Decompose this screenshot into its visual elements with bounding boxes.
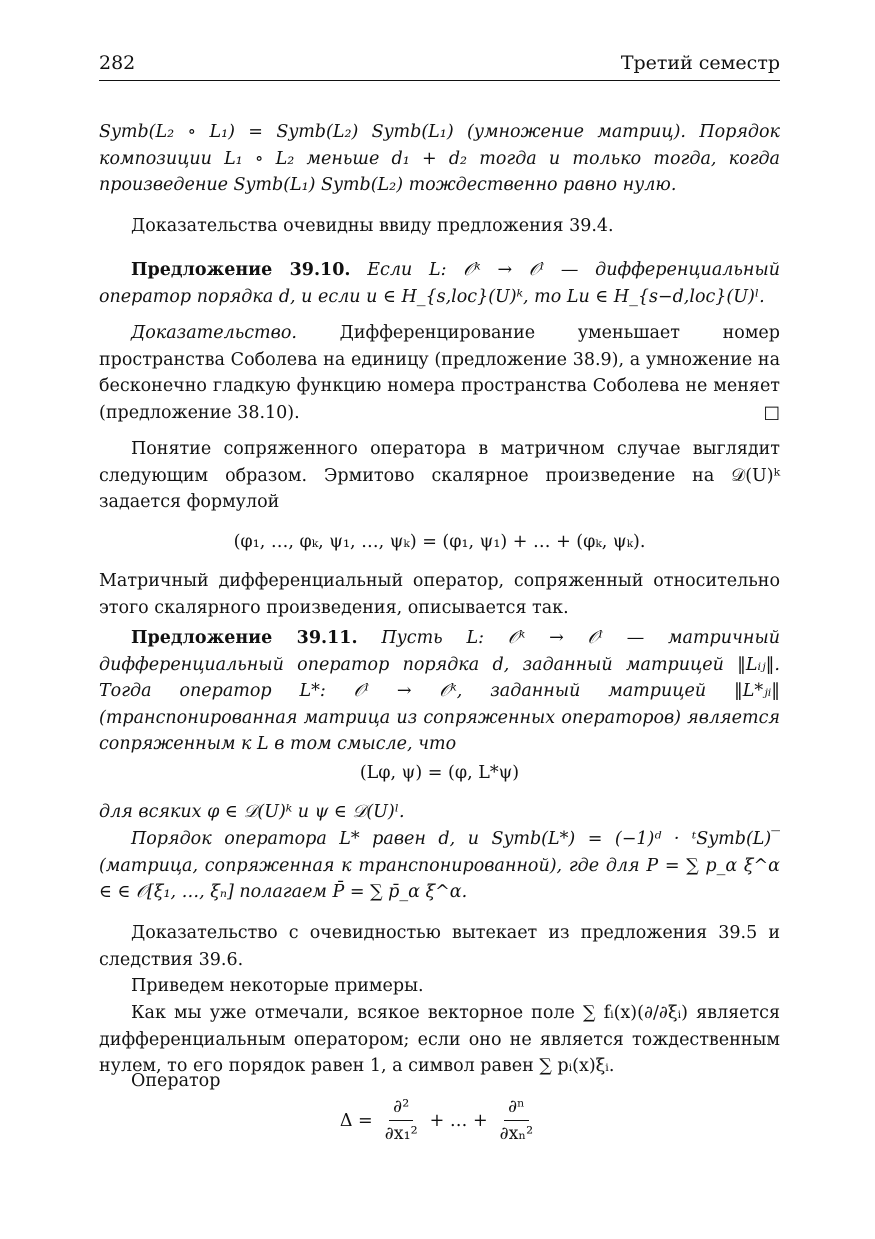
proof-label: Доказательство.	[131, 323, 297, 343]
paragraph-symb: Symb(L₂ ∘ L₁) = Symb(L₂) Symb(L₁) (умножение матриц). Порядок композиции L₁ ∘ L₂ меньше d₁ + d₂ тогда и только тогда, когда произведение Symb(L₁) Symb(L₂) тождественно равно нулю.	[99, 122, 780, 195]
page-number: 282	[99, 52, 136, 74]
proposition-label: Предложение 39.10.	[131, 260, 351, 280]
fraction-denominator: ∂x₁²	[384, 1124, 418, 1144]
paragraph-matrix-operator: Матричный дифференциальный оператор, сопряженный относительно этого скалярного произведения, описывается так.	[99, 571, 780, 618]
proof-text: Дифференцирование уменьшает номер пространства Соболева на единицу (предложение 38.9), а умножение на бесконечно гладкую функцию номера пространства Соболева не меняет (предложение 38.10).	[99, 323, 780, 423]
qed-icon: □	[763, 402, 780, 423]
page-header	[99, 52, 780, 81]
fraction-denominator: ∂xₙ²	[499, 1124, 534, 1144]
paragraph-for-all: для всяких φ ∈ 𝒟(U)ᵏ и ψ ∈ 𝒟(U)ˡ.	[99, 802, 405, 822]
paragraph-vector-field: Как мы уже отмечали, всякое векторное поле ∑ fᵢ(x)(∂/∂ξᵢ) является дифференциальным оператором; если оно не является тождественным нулем, то его порядок равен 1, а символ равен ∑ pᵢ(x)ξᵢ.	[99, 1003, 780, 1076]
paragraph-examples: Приведем некоторые примеры.	[131, 976, 424, 996]
page	[99, 52, 780, 81]
fraction-first	[381, 1094, 422, 1147]
fraction-numerator: ∂ⁿ	[504, 1094, 529, 1121]
paragraph-order: Порядок оператора L* равен d, и Symb(L*) = (−1)ᵈ · ᵗSymb(L)‾ (матрица, сопряженная к транспонированной), где для P = ∑ p_α ξ^α ∈ ∈ 𝒪[ξ₁, …, ξₙ] полагаем P̄ = ∑ p̄_α ξ^α.	[99, 829, 780, 902]
proposition-39-11	[99, 625, 780, 758]
proposition-text: Если L: 𝒪ᵏ → 𝒪ˡ — дифференциальный оператор порядка d, и если u ∈ H_{s,loc}(U)ᵏ, то Lu ∈ H_{s−d,loc}(U)ˡ.	[99, 260, 780, 307]
formula-inner-product: (φ₁, …, φₖ, ψ₁, …, ψₖ) = (φ₁, ψ₁) + … + (φₖ, ψₖ).	[233, 532, 646, 552]
proposition-39-10	[99, 257, 780, 310]
paragraph-adjoint: Понятие сопряженного оператора в матричном случае выглядит следующим образом. Эрмитово скалярное произведение на 𝒟(U)ᵏ задается формулой	[99, 439, 780, 512]
paragraph-proof-follows: Доказательство с очевидностью вытекает из предложения 39.5 и следствия 39.6.	[99, 923, 780, 970]
fraction-last	[496, 1094, 538, 1147]
formula-adjoint: (Lφ, ψ) = (φ, L*ψ)	[359, 763, 520, 783]
paragraph-operator: Оператор	[131, 1071, 221, 1091]
paragraph-proofs-obvious: Доказательства очевидны ввиду предложения 39.4.	[131, 216, 614, 236]
formula-middle: + … +	[429, 1110, 488, 1131]
proposition-text: Пусть L: 𝒪ᵏ → 𝒪ˡ — матричный дифференциальный оператор порядка d, заданный матрицей ‖Lᵢⱼ‖. Тогда оператор L*: 𝒪ˡ → 𝒪ᵏ, заданный матрицей ‖L*ⱼᵢ‖ (транспонированная матрица из сопряженных операторов) является сопряженным к L в том смысле, что	[99, 628, 780, 754]
fraction-numerator: ∂²	[389, 1094, 413, 1121]
formula-lhs: Δ =	[339, 1110, 373, 1131]
proposition-label: Предложение 39.11.	[131, 628, 358, 648]
formula-laplacian	[99, 1094, 780, 1147]
running-title: Третий семестр	[620, 52, 780, 74]
proof-block	[99, 320, 780, 426]
